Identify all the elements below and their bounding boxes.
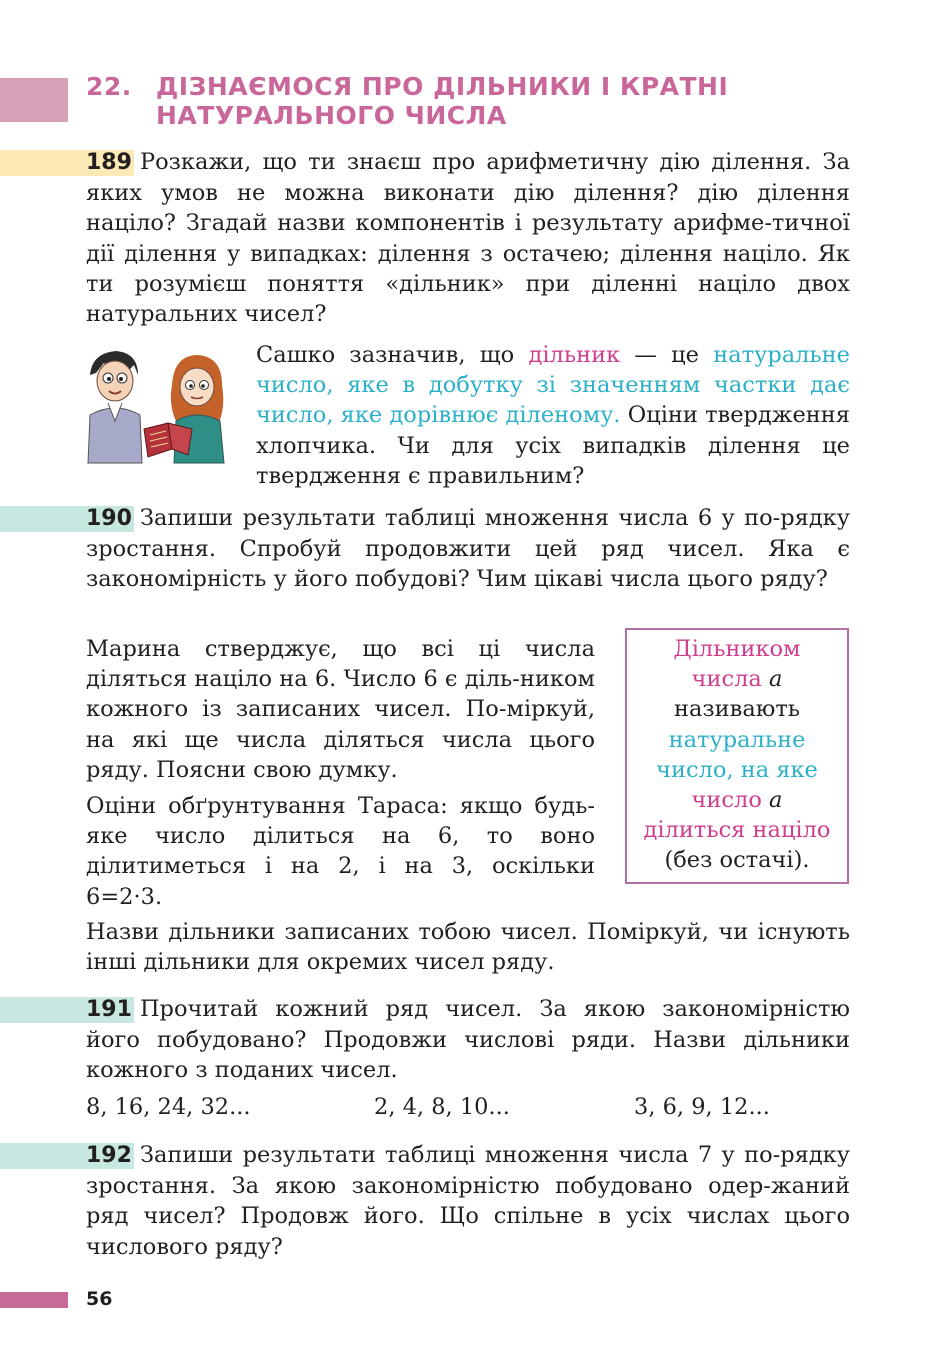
number-series-2: 2, 4, 8, 10...	[374, 1094, 510, 1120]
page-number: 56	[86, 1288, 113, 1310]
marina-paragraph: Марина стверджує, що всі ці числа діляться націло на 6. Число 6 є діль-ником кожного із записаних чисел. По-міркуй, на які ще числа діляться числа цього ряду. Поясни свою думку.	[86, 636, 595, 783]
dialog-paragraph	[256, 340, 850, 491]
task-number: 191	[86, 997, 132, 1022]
title-line-2: НАТУРАЛЬНОГО ЧИСЛА	[156, 101, 507, 130]
task-190	[86, 503, 850, 595]
section-tab-band	[0, 78, 68, 122]
number-series-1: 8, 16, 24, 32...	[86, 1094, 251, 1120]
dialog-term-divisor: дільник	[528, 342, 621, 368]
definition-line: натуральне	[668, 726, 806, 753]
number-series-3: 3, 6, 9, 12...	[634, 1094, 770, 1120]
definition-box	[625, 628, 849, 884]
dialog-definition: натуральне число, яке в добутку зі значенням частки дає число, яке дорівнює діленому.	[256, 342, 850, 429]
task-text: Розкажи, що ти знаєш про арифметичну дію ділення. За яких умов не можна виконати дію ділення? дію ділення націло? Згадай назви компонентів і результату арифме-тичної дії ділення у випадках: ділення з остачею; ділення націло. Як ти розумієш поняття «дільник» при діленні націло двох натуральних чисел?	[86, 149, 850, 328]
task-text: Запиши результати таблиці множення числа 7 у по-рядку зростання. За якою закономірністю побудовано одер-жаний ряд чисел? Продовж його. Що спільне в усіх числах цього числового ряду?	[86, 1142, 850, 1260]
task-number: 190	[86, 506, 132, 531]
dialog-text-end: Оціни твердження хлопчика. Чи для усіх випадків ділення це твердження є правильним?	[256, 402, 850, 489]
definition-line: число, на яке	[656, 756, 818, 783]
definition-line: ділиться націло	[643, 817, 831, 844]
definition-line: (без остачі).	[664, 847, 810, 874]
closing-paragraph: Назви дільники записаних тобою чисел. Поміркуй, чи існують інші дільники для окремих чисел ряду.	[86, 919, 850, 976]
task-number: 189	[86, 150, 132, 175]
task-number: 192	[86, 1143, 132, 1168]
task-text: Прочитай кожний ряд чисел. За якою закономірністю його побудовано? Продовжи числові ряди. Назви дільники кожного з поданих чисел.	[86, 996, 850, 1084]
page-number-band	[0, 1292, 68, 1308]
task-192	[86, 1140, 850, 1262]
dialog-text-dash: — це	[620, 342, 714, 368]
definition-line: Дільником	[673, 636, 801, 662]
task-text: Запиши результати таблиці множення числа 6 у по-рядку зростання. Спробуй продовжити цей ряд чисел. Яка є закономірність у його побудові? Чим цікаві числа цього ряду?	[86, 505, 850, 593]
section-title	[86, 72, 728, 130]
children-illustration	[80, 345, 240, 465]
task-189	[86, 147, 850, 329]
taras-paragraph: Оціни обґрунтування Тараса: якщо будь-яке число ділиться на 6, то воно ділитиметься і на 2, і на 3, оскільки 6=2·3.	[86, 793, 595, 910]
title-line-1: ДІЗНАЄМОСЯ ПРО ДІЛЬНИКИ І КРАТНІ	[156, 72, 729, 101]
definition-line: число a	[691, 787, 783, 814]
section-number: 22.	[86, 72, 132, 101]
definition-line: числа a	[691, 666, 783, 693]
dialog-text-start: Сашко зазначив, що	[256, 342, 529, 368]
definition-line: називають	[673, 696, 801, 723]
task-191	[86, 994, 850, 1086]
